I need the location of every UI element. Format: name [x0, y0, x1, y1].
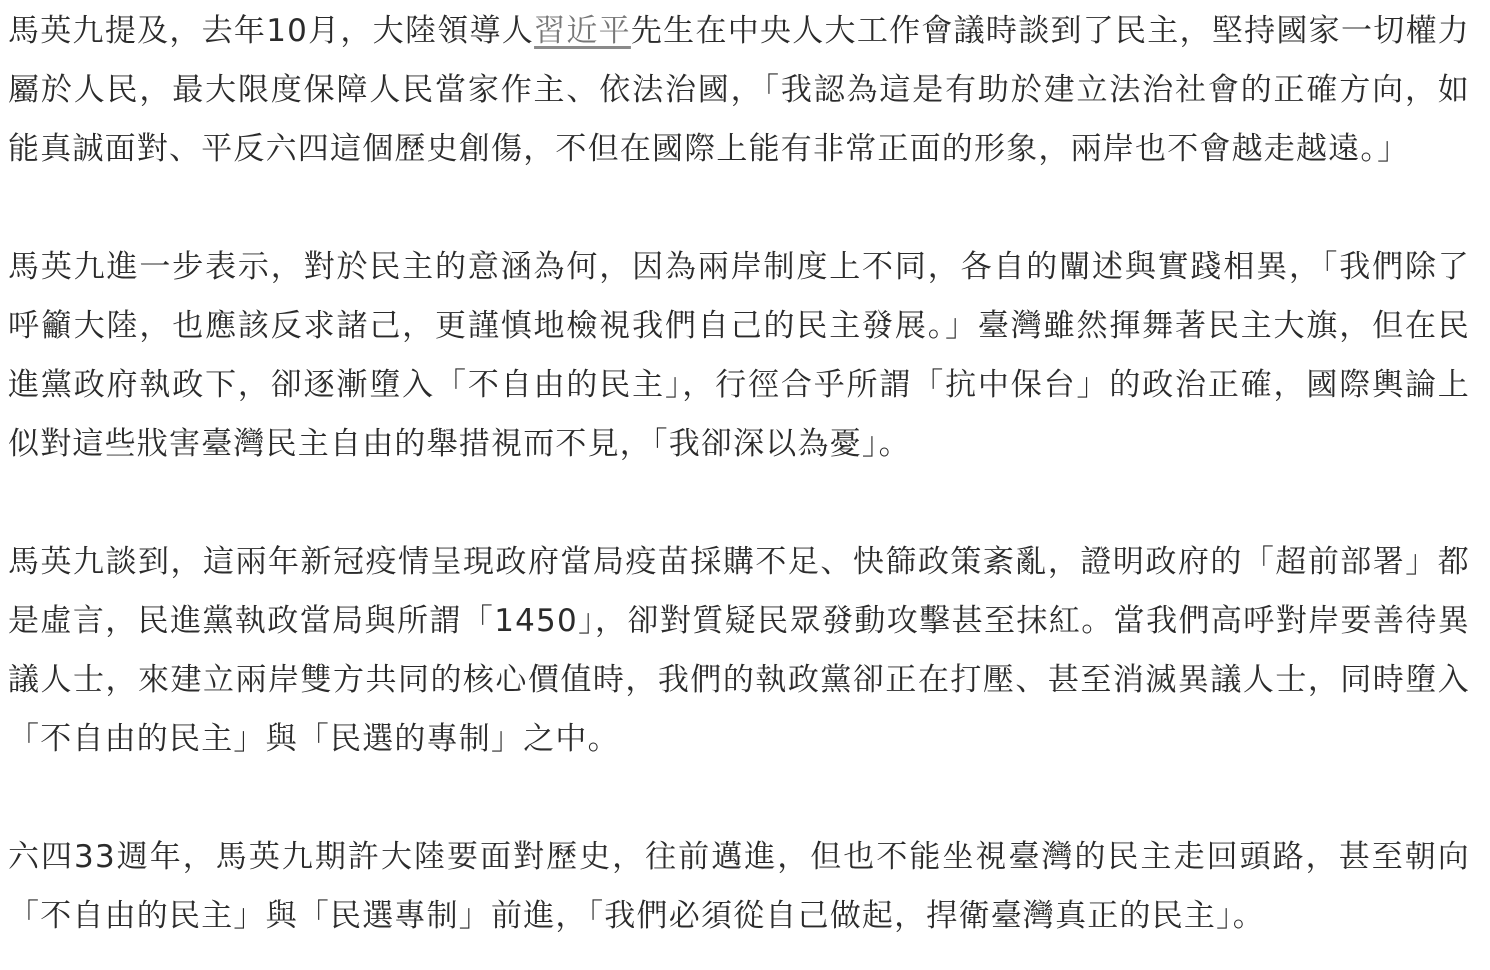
xi-jinping-link[interactable]: 習近平	[534, 13, 631, 49]
paragraph-1-text-after: 先生在中央人大工作會議時談到了民主，堅持國家一切權力屬於人民，最大限度保障人民當家作主、依法治國，「我認為這是有助於建立法治社會的正確方向，如能真誠面對、平反六四這個歷史創傷，不但在國際上能有非常正面的形象，兩岸也不會越走越遠。」	[8, 13, 1470, 167]
paragraph-1-text-before: 馬英九提及，去年10月，大陸領導人	[8, 13, 535, 49]
paragraph-3: 馬英九談到，這兩年新冠疫情呈現政府當局疫苗採購不足、快篩政策紊亂，證明政府的「超前部署」都是虛言，民進黨執政當局與所謂「1450」，卻對質疑民眾發動攻擊甚至抹紅。當我們高呼對岸要善待異議人士，來建立兩岸雙方共同的核心價值時，我們的執政黨卻正在打壓、甚至消滅異議人士，同時墮入「不自由的民主」與「民選的專制」之中。	[8, 544, 1470, 757]
paragraph-2: 馬英九進一步表示，對於民主的意涵為何，因為兩岸制度上不同，各自的闡述與實踐相異，「我們除了呼籲大陸，也應該反求諸己，更謹慎地檢視我們自己的民主發展。」臺灣雖然揮舞著民主大旗，但在民進黨政府執政下，卻逐漸墮入「不自由的民主」，行徑合乎所謂「抗中保台」的政治正確，國際輿論上似對這些戕害臺灣民主自由的舉措視而不見，「我卻深以為憂」。	[8, 249, 1470, 462]
paragraph-1	[8, 0, 1470, 179]
article-body	[8, 0, 1470, 946]
paragraph-4: 六四33週年，馬英九期許大陸要面對歷史，往前邁進，但也不能坐視臺灣的民主走回頭路，甚至朝向「不自由的民主」與「民選專制」前進，「我們必須從自己做起，捍衛臺灣真正的民主」。	[8, 839, 1470, 934]
